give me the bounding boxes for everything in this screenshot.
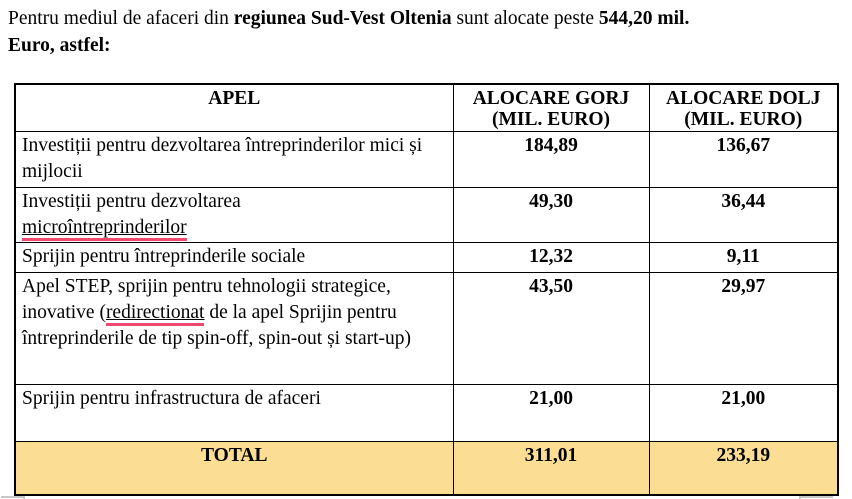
intro-text: Pentru mediul de afaceri din (8, 8, 234, 29)
annotated-word: redirectionat (106, 302, 205, 326)
table-row (15, 385, 838, 442)
total-dolj-value: 233,19 (649, 442, 838, 495)
column-header-apel: APEL (15, 84, 453, 132)
intro-text: sunt alocate peste (451, 8, 599, 29)
dolj-value: 136,67 (649, 132, 838, 188)
row-label (15, 132, 453, 188)
row-label (15, 243, 453, 273)
total-label: TOTAL (15, 442, 453, 495)
gorj-value: 49,30 (453, 188, 649, 243)
allocation-table (14, 83, 839, 496)
table-row (15, 243, 838, 273)
row-label-text: Sprijin pentru infrastructura de afaceri (22, 388, 321, 409)
table-row (15, 273, 838, 385)
dolj-value: 29,97 (649, 273, 838, 385)
gorj-value: 184,89 (453, 132, 649, 188)
intro-paragraph (8, 5, 844, 59)
dolj-value: 21,00 (649, 385, 838, 442)
row-label (15, 273, 453, 385)
total-gorj-value: 311,01 (453, 442, 649, 495)
intro-region-bold: regiunea Sud-Vest Oltenia (233, 8, 452, 29)
row-label-text: Apel STEP, sprijin pentru tehnologii strategice, inovative ( (22, 276, 391, 323)
table-row (15, 132, 838, 188)
column-header-dolj: ALOCARE DOLJ (MIL. EURO) (649, 84, 838, 132)
column-header-gorj: ALOCARE GORJ (MIL. EURO) (453, 84, 649, 132)
row-label-text: de la apel Sprijin pentru întreprinderile de tip spin-off, spin-out și start-up) (22, 302, 412, 349)
annotated-word: microîntreprinderilor (22, 217, 187, 241)
dolj-value: 9,11 (649, 243, 838, 273)
row-label (15, 188, 453, 243)
row-label (15, 385, 453, 442)
gorj-value: 12,32 (453, 243, 649, 273)
row-label-text: Investiții pentru dezvoltarea (22, 191, 241, 212)
table-header-row (15, 84, 838, 132)
total-row (15, 442, 838, 495)
gorj-value: 21,00 (453, 385, 649, 442)
intro-amount-bold-line2: Euro, astfel: (8, 35, 111, 56)
dolj-value: 36,44 (649, 188, 838, 243)
gorj-value: 43,50 (453, 273, 649, 385)
row-label-text: Sprijin pentru întreprinderile sociale (22, 246, 306, 267)
table-row (15, 188, 838, 243)
intro-amount-bold: 544,20 mil. (598, 8, 690, 29)
row-label-text: Investiții pentru dezvoltarea întreprinderilor mici și mijlocii (22, 135, 423, 182)
